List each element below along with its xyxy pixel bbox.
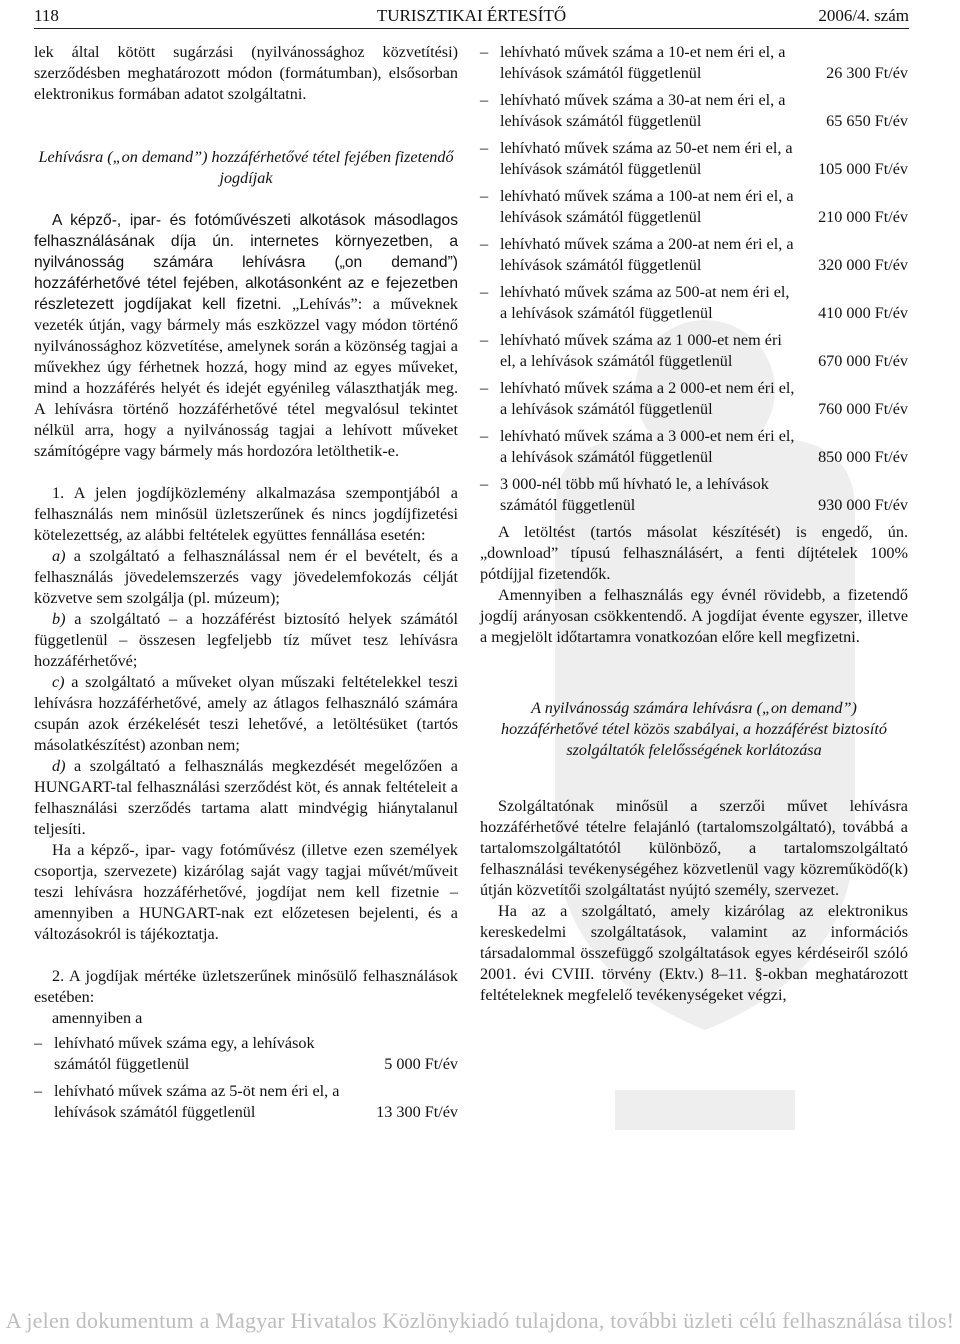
dash-marker: – <box>480 235 489 253</box>
fee-description: 3 000-nél több mű hívható le, a lehívások számától függetlenül <box>500 475 769 514</box>
fee-price: 210 000 Ft/év <box>818 208 908 226</box>
paragraph-service-provider: Szolgáltatónak minősül a szerzői művet lehívásra hozzáférhetővé tételre felajánló (tartalomszolgáltató), továbbá a tartalomszolgáltatótól különböző, a tartalomszolgáltató felhasználási tevékenységéhez közvetlenül vagy közreműködő(k) útján közvetítői szolgáltatást nyújtó személy, szervezet. <box>480 797 908 899</box>
dash-marker: – <box>480 331 489 349</box>
fee-item <box>480 138 908 180</box>
section-title-fees: Lehívásra („on demand”) hozzáférhetővé tétel fejében fizetendő jogdíjak <box>38 148 454 187</box>
fee-price: 850 000 Ft/év <box>818 448 908 466</box>
fee-price: 670 000 Ft/év <box>818 352 908 370</box>
intro-continuation: lek által kötött sugárzási (nyilvánossághoz közvetítési) szerződésben meghatározott módon (formátumban), elsősorban elektronikus formában adatot szolgáltatni. <box>34 43 458 103</box>
condition-item <box>34 756 458 840</box>
fee-description: lehívható művek száma az 1 000-et nem éri el, a lehívások számától függetlenül <box>500 331 782 370</box>
fee-price: 5 000 Ft/év <box>384 1055 458 1073</box>
journal-title: TURISZTIKAI ÉRTESÍTŐ <box>376 6 567 25</box>
fee-item <box>480 474 908 516</box>
fee-price: 760 000 Ft/év <box>818 400 908 418</box>
condition-text: a szolgáltató a felhasználás megkezdését megelőzően a HUNGART-tal felhasználási szerződést köt, és annak feltételeit a felhasználási szerződés tartama alatt mindvégig hiánytalanul teljesíti. <box>34 757 458 838</box>
dash-marker: – <box>480 475 489 493</box>
fee-item <box>480 90 908 132</box>
paragraph-fee-basis-lead: A képző-, ipar- és fotóművészeti alkotások másodlagos felhasználásának díja ún. internetes környezetben, a nyilvánosság számára lehívásra („on demand”) hozzáférhetővé tétel fejében, alkotásonként az e fejezetben részletezett jogdíjakat kell fizetni. <box>34 212 458 313</box>
dash-marker: – <box>34 1034 43 1052</box>
dash-marker: – <box>480 427 489 445</box>
fee-description: lehívható művek száma egy, a lehívások számától függetlenül <box>54 1034 315 1073</box>
paragraph-exemption: 1. A jelen jogdíjközlemény alkalmazása szempontjából a felhasználás nem minősül üzletszerűnek és nincs jogdíjfizetési kötelezettség, az alábbi feltételek együttes fennállása esetén: <box>34 484 458 544</box>
fee-description: lehívható művek száma az 500-at nem éri el, a lehívások számától függetlenül <box>500 283 790 322</box>
fee-description: lehívható művek száma a 200-at nem éri el, a lehívások számától függetlenül <box>500 235 794 274</box>
paragraph-ektv: Ha az a szolgáltató, amely kizárólag az elektronikus kereskedelmi szolgáltatások, valamint az információs társadalommal összefüggő szolgáltatások egyes kérdéseiről szóló 2001. évi CVIII. törvény (Ektv.) 8–11. §-okban meghatározott feltételeknek megfelelő tevékenységeket végzi, <box>480 902 908 1004</box>
condition-item <box>34 546 458 609</box>
left-column <box>34 42 458 1123</box>
paragraph-self-publication: Ha a képző-, ipar- vagy fotóművész (illetve ezen személyek csoportja, szervezete) kizárólag saját vagy tagjai művét/műveit teszi lehívásra hozzáférhetővé, jogdíjat nem kell fizetnie – amennyiben a HUNGART-nak ezt előzetesen bejelenti, és a változásokról is tájékoztatja. <box>34 841 458 943</box>
fee-description: lehívható művek száma a 30-at nem éri el, a lehívások számától függetlenül <box>500 91 786 130</box>
fee-item <box>34 1033 458 1075</box>
condition-label: b) <box>52 610 66 628</box>
fee-description: lehívható művek száma a 3 000-et nem éri el, a lehívások számától függetlenül <box>500 427 795 466</box>
condition-label: c) <box>52 673 65 691</box>
dash-marker: – <box>480 43 489 61</box>
fee-price: 26 300 Ft/év <box>826 64 908 82</box>
fee-price: 320 000 Ft/év <box>818 256 908 274</box>
fee-item <box>480 42 908 84</box>
dash-marker: – <box>480 187 489 205</box>
fee-item <box>480 282 908 324</box>
fee-item <box>480 330 908 372</box>
right-column <box>480 42 908 1006</box>
condition-item <box>34 609 458 672</box>
paragraph-fee-rates: 2. A jogdíjak mértéke üzletszerűnek minősülő felhasználások esetében: <box>34 967 458 1006</box>
fee-item <box>480 378 908 420</box>
condition-item <box>34 672 458 756</box>
paragraph-if: amennyiben a <box>52 1009 143 1027</box>
fee-description: lehívható művek száma az 50-et nem éri el, a lehívások számától függetlenül <box>500 139 793 178</box>
section-title-common-rules: A nyilvánosság számára lehívásra („on demand”) hozzáférhetővé tétel közös szabályai, a hozzáférést biztosító szolgáltatók felelősségének korlátozása <box>501 699 887 759</box>
dash-marker: – <box>480 379 489 397</box>
issue-number: 2006/4. szám <box>818 6 909 25</box>
ownership-watermark: A jelen dokumentum a Magyar Hivatalos Közlönykiadó tulajdona, további üzleti célú felhasználása tilos! <box>5 1310 955 1333</box>
paragraph-download-surcharge: A letöltést (tartós másolat készítését) is engedő, ún. „download” típusú felhasználásért, a fenti díjtételek 100% pótdíjjal fizetendők. <box>480 523 908 583</box>
dash-marker: – <box>480 139 489 157</box>
fee-description: lehívható művek száma a 10-et nem éri el, a lehívások számától függetlenül <box>500 43 786 82</box>
dash-marker: – <box>480 283 489 301</box>
fee-item <box>480 186 908 228</box>
condition-label: d) <box>52 757 66 775</box>
fee-price: 930 000 Ft/év <box>818 496 908 514</box>
fee-item <box>480 426 908 468</box>
page-header <box>34 2 909 29</box>
fee-price: 13 300 Ft/év <box>376 1103 458 1121</box>
dash-marker: – <box>34 1082 43 1100</box>
page-number: 118 <box>34 6 59 25</box>
fee-price: 105 000 Ft/év <box>818 160 908 178</box>
fee-price: 410 000 Ft/év <box>818 304 908 322</box>
fee-description: lehívható művek száma a 100-at nem éri el, a lehívások számától függetlenül <box>500 187 794 226</box>
condition-label: a) <box>52 547 66 565</box>
condition-text: a szolgáltató a felhasználással nem ér el bevételt, és a felhasználás jövedelemszerzés vagy jövedelemfokozás célját közvetve sem szolgálja (pl. múzeum); <box>34 547 459 607</box>
fee-item <box>34 1081 458 1123</box>
condition-text: a szolgáltató – a hozzáférést biztosító helyek számától függetlenül – összesen legfeljebb tíz művet tesz lehívásra hozzáférhetővé; <box>34 610 459 670</box>
condition-text: a szolgáltató a műveket olyan műszaki feltételekkel teszi lehívásra hozzáférhetővé, amely az átlagos felhasználó számára csupán azok érzékelését teszi lehetővé, a letöltésüket (tartós másolatkészítést) azonban nem; <box>34 673 458 754</box>
paragraph-fee-basis <box>34 210 458 462</box>
paragraph-short-period: Amennyiben a felhasználás egy évnél rövidebb, a fizetendő jogdíj arányosan csökkentendő. A jogdíjat évente egyszer, illetve a megjelölt időtartamra vonatkozóan előre kell megfizetni. <box>480 586 908 646</box>
fee-item <box>480 234 908 276</box>
paragraph-fee-basis-definition: „Lehívás”: a műveknek vezeték útján, vagy bármely más eszközzel vagy módon történő nyilvánossághoz közvetítése, amelynek során a közönség tagjai a művekhez úgy férhetnek hozzá, hogy mind az egyes műveket, mind a hozzáférés helyét és idejét egyénileg választhatják meg. A lehívásra történő hozzáférhetővé tétel megvalósul tekintet nélkül arra, hogy a nyilvánosság tagjai a lehívott műveket számítógépre vagy bármely más hordozóra letölthetik-e. <box>34 295 458 460</box>
fee-description: lehívható művek száma a 2 000-et nem éri el, a lehívások számától függetlenül <box>500 379 795 418</box>
dash-marker: – <box>480 91 489 109</box>
fee-price: 65 650 Ft/év <box>826 112 908 130</box>
fee-description: lehívható művek száma az 5-öt nem éri el, a lehívások számától függetlenül <box>54 1082 340 1121</box>
